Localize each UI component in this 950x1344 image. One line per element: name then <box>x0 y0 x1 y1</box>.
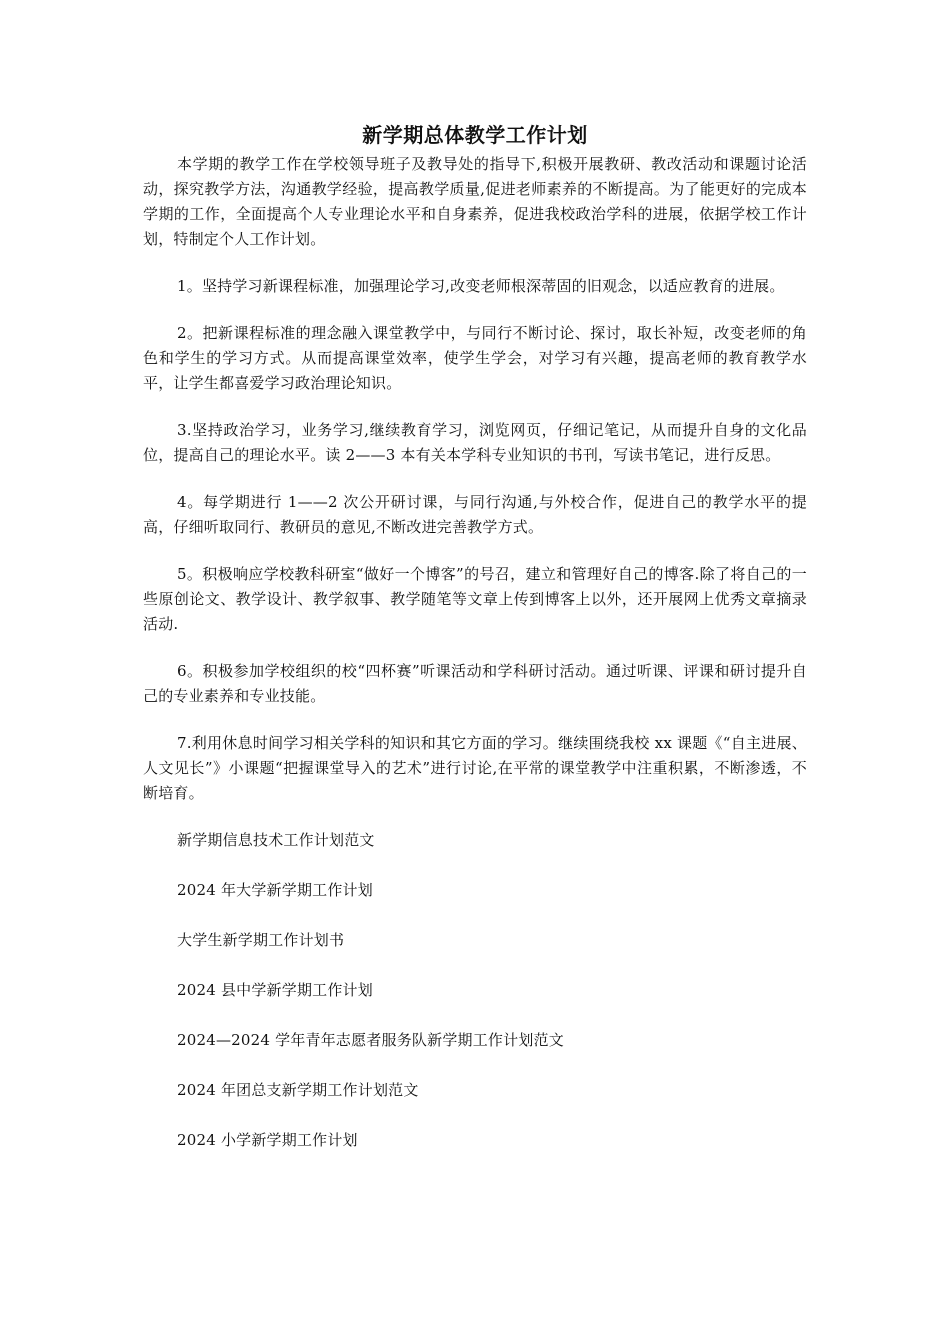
related-links-list <box>143 828 807 1153</box>
related-link[interactable]: 2024 年大学新学期工作计划 <box>177 881 373 899</box>
plan-item-4: 4。每学期进行 1——2 次公开研讨课，与同行沟通,与外校合作，促进自己的教学水平的提高，仔细听取同行、教研员的意见,不断改进完善教学方式。 <box>143 493 807 536</box>
related-link[interactable]: 2024 县中学新学期工作计划 <box>177 981 373 999</box>
plan-item-6: 6。积极参加学校组织的校“四杯赛”听课活动和学科研讨活动。通过听课、评课和研讨提升自己的专业素养和专业技能。 <box>143 662 807 705</box>
plan-item-3: 3.坚持政治学习，业务学习,继续教育学习，浏览网页，仔细记笔记，从而提升自身的文化品位，提高自己的理论水平。读 2——3 本有关本学科专业知识的书刊，写读书笔记，进行反思。 <box>143 421 807 464</box>
plan-item-7: 7.利用休息时间学习相关学科的知识和其它方面的学习。继续围绕我校 xx 课题《“自主进展、人文见长”》小课题“把握课堂导入的艺术”进行讨论,在平常的课堂教学中注重积累，不断渗透，不断培育。 <box>143 734 807 802</box>
plan-item-1: 1。坚持学习新课程标准，加强理论学习,改变老师根深蒂固的旧观念，以适应教育的进展。 <box>177 277 785 295</box>
related-link[interactable]: 2024—2024 学年青年志愿者服务队新学期工作计划范文 <box>177 1031 564 1049</box>
document-page <box>143 118 807 1178</box>
related-link[interactable]: 2024 小学新学期工作计划 <box>177 1131 358 1149</box>
plan-item-5: 5。积极响应学校教科研室“做好一个博客”的号召，建立和管理好自己的博客.除了将自己的一些原创论文、教学设计、教学叙事、教学随笔等文章上传到博客上以外，还开展网上优秀文章摘录活动. <box>143 565 807 633</box>
related-link[interactable]: 新学期信息技术工作计划范文 <box>177 831 375 849</box>
intro-paragraph: 本学期的教学工作在学校领导班子及教导处的指导下,积极开展教研、教改活动和课题讨论活动，探究教学方法，沟通教学经验，提高教学质量,促进老师素养的不断提高。为了能更好的完成本学期的工作，全面提高个人专业理论水平和自身素养，促进我校政治学科的进展，依据学校工作计划，特制定个人工作计划。 <box>143 155 807 248</box>
plan-item-2: 2。把新课程标准的理念融入课堂教学中，与同行不断讨论、探讨，取长补短，改变老师的角色和学生的学习方式。从而提高课堂效率，使学生学会，对学习有兴趣，提高老师的教育教学水平，让学生都喜爱学习政治理论知识。 <box>143 324 807 392</box>
related-link[interactable]: 大学生新学期工作计划书 <box>177 931 345 949</box>
document-title: 新学期总体教学工作计划 <box>362 123 588 147</box>
related-link[interactable]: 2024 年团总支新学期工作计划范文 <box>177 1081 419 1099</box>
